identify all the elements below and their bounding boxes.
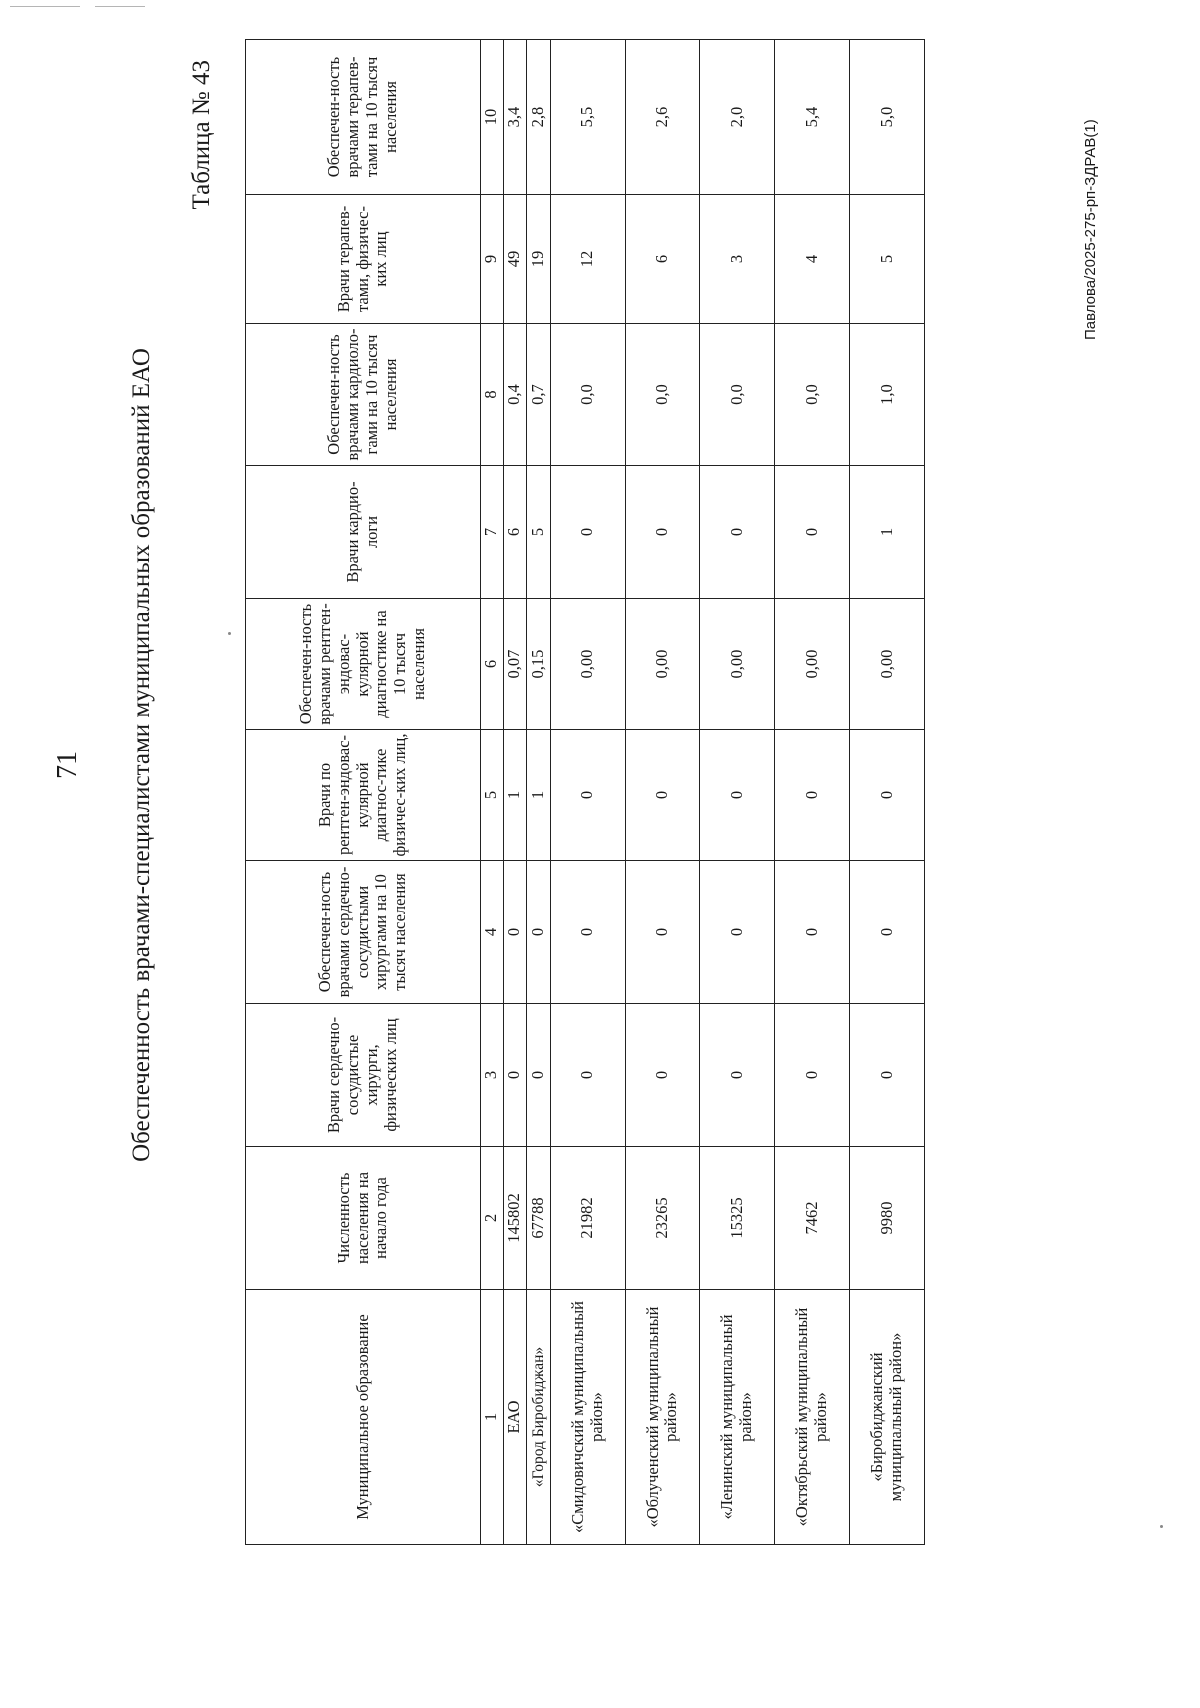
table-cell: 5,0 <box>850 40 925 195</box>
table-cell: 0 <box>775 1004 850 1147</box>
header-cell: Численность населения на начало года <box>246 1147 481 1290</box>
index-cell: 2 <box>481 1147 504 1290</box>
page-number: 71 <box>52 751 83 779</box>
column-index-row <box>481 40 504 1545</box>
table-cell: ЕАО <box>503 1290 527 1545</box>
header-row <box>246 40 481 1545</box>
scan-artifact-line <box>95 6 145 7</box>
header-cell: Врачи сердечно-сосудистые хирурги, физических лиц <box>246 1004 481 1147</box>
table-cell: 5 <box>850 195 925 324</box>
table-cell: 1 <box>503 730 527 861</box>
table-cell: 0 <box>850 861 925 1004</box>
header-cell: Обеспечен-ность врачами сердечно-сосудистыми хирургами на 10 тысяч населения <box>246 861 481 1004</box>
table-cell: 0,0 <box>700 324 775 466</box>
table-cell: 0 <box>775 466 850 599</box>
table-cell: 0,00 <box>775 599 850 730</box>
index-cell: 4 <box>481 861 504 1004</box>
scan-artifact-dot <box>228 632 231 635</box>
table-cell: 0 <box>550 466 625 599</box>
header-cell: Врачи по рентген-эндовас-кулярной диагнос-тике физичес-ких лиц, <box>246 730 481 861</box>
table-cell: 19 <box>527 195 551 324</box>
table-cell: 0 <box>625 861 700 1004</box>
index-cell: 1 <box>481 1290 504 1545</box>
index-cell: 9 <box>481 195 504 324</box>
table-cell: 0 <box>700 466 775 599</box>
header-cell: Обеспечен-ность врачами рентген-эндовас-кулярной диагностике на 10 тысяч населения <box>246 599 481 730</box>
table-cell: 1 <box>850 466 925 599</box>
data-table-container <box>245 40 925 1545</box>
table-cell: 5,4 <box>775 40 850 195</box>
table-row <box>527 40 551 1545</box>
table-number: Таблица № 43 <box>188 60 215 210</box>
table-cell: «Биробиджанский муниципальный район» <box>850 1290 925 1545</box>
table-cell: 2,8 <box>527 40 551 195</box>
table-cell: 5 <box>527 466 551 599</box>
table-cell: 0,07 <box>503 599 527 730</box>
table-cell: 0 <box>550 861 625 1004</box>
index-cell: 10 <box>481 40 504 195</box>
index-cell: 3 <box>481 1004 504 1147</box>
document-title: Обеспеченность врачами-специалистами муниципальных образований ЕАО <box>128 348 155 1162</box>
table-cell: 9980 <box>850 1147 925 1290</box>
table-cell: 15325 <box>700 1147 775 1290</box>
table-cell: 5,5 <box>550 40 625 195</box>
table-cell: 0,7 <box>527 324 551 466</box>
table-cell: 0 <box>550 730 625 861</box>
table-cell: «Смидовичский муниципальный район» <box>550 1290 625 1545</box>
table-cell: 0,0 <box>550 324 625 466</box>
header-cell: Обеспечен-ность врачами кардиоло-гами на 10 тысяч населения <box>246 324 481 466</box>
data-table <box>245 39 925 1545</box>
table-cell: 0 <box>850 730 925 861</box>
table-cell: 0 <box>775 730 850 861</box>
table-cell: 21982 <box>550 1147 625 1290</box>
table-cell: 0 <box>503 861 527 1004</box>
table-cell: 23265 <box>625 1147 700 1290</box>
table-cell: 0 <box>527 1004 551 1147</box>
table-cell: 0,4 <box>503 324 527 466</box>
document-footer: Павлова/2025-275-рп-ЗДРАВ(1) <box>1082 119 1099 340</box>
table-cell: 12 <box>550 195 625 324</box>
scan-artifact-line <box>10 6 80 7</box>
table-row <box>775 40 850 1545</box>
table-cell: «Ленинский муниципальный район» <box>700 1290 775 1545</box>
table-cell: 3,4 <box>503 40 527 195</box>
table-cell: 0 <box>527 861 551 1004</box>
index-cell: 6 <box>481 599 504 730</box>
table-row <box>625 40 700 1545</box>
index-cell: 7 <box>481 466 504 599</box>
table-cell: 1 <box>527 730 551 861</box>
table-cell: 0 <box>625 466 700 599</box>
scan-artifact-dot <box>1160 1525 1163 1528</box>
table-cell: 0 <box>625 1004 700 1147</box>
table-cell: 0 <box>700 730 775 861</box>
table-cell: 3 <box>700 195 775 324</box>
table-cell: 0 <box>850 1004 925 1147</box>
table-cell: 6 <box>503 466 527 599</box>
table-cell: 0,15 <box>527 599 551 730</box>
header-cell: Обеспечен-ность врачами терапев-тами на 10 тысяч населения <box>246 40 481 195</box>
table-row <box>700 40 775 1545</box>
header-cell: Врачи терапев-тами, физичес-ких лиц <box>246 195 481 324</box>
table-cell: 49 <box>503 195 527 324</box>
table-cell: «Облученский муниципальный район» <box>625 1290 700 1545</box>
table-cell: 0,00 <box>550 599 625 730</box>
table-cell: 0 <box>503 1004 527 1147</box>
table-cell: 7462 <box>775 1147 850 1290</box>
table-cell: 0 <box>700 861 775 1004</box>
table-cell: 2,0 <box>700 40 775 195</box>
header-cell: Врачи кардио-логи <box>246 466 481 599</box>
table-cell: 67788 <box>527 1147 551 1290</box>
table-cell: 2,6 <box>625 40 700 195</box>
table-cell: 0,0 <box>775 324 850 466</box>
table-cell: 0 <box>775 861 850 1004</box>
header-cell: Муниципальное образование <box>246 1290 481 1545</box>
table-cell: 145802 <box>503 1147 527 1290</box>
table-cell: 0,00 <box>700 599 775 730</box>
table-cell: 6 <box>625 195 700 324</box>
table-cell: 0,00 <box>625 599 700 730</box>
table-cell: 4 <box>775 195 850 324</box>
index-cell: 5 <box>481 730 504 861</box>
table-cell: 0 <box>550 1004 625 1147</box>
table-row <box>503 40 527 1545</box>
table-cell: 0 <box>700 1004 775 1147</box>
table-cell: 0,00 <box>850 599 925 730</box>
table-row <box>850 40 925 1545</box>
table-cell: 0 <box>625 730 700 861</box>
table-cell: 1,0 <box>850 324 925 466</box>
table-row <box>550 40 625 1545</box>
index-cell: 8 <box>481 324 504 466</box>
table-cell: «Город Биробиджан» <box>527 1290 551 1545</box>
table-cell: «Октябрьский муниципальный район» <box>775 1290 850 1545</box>
table-cell: 0,0 <box>625 324 700 466</box>
